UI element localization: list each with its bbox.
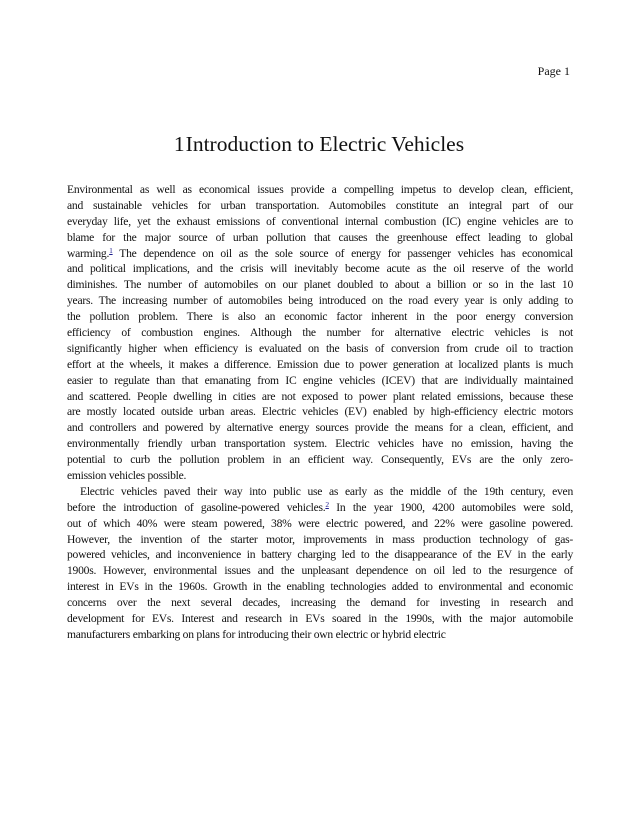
text-segment: warming.	[67, 246, 110, 260]
text-line: are mostly located outside urban areas. Electric vehicles (EV) enabled by high-efficiency electric motors	[67, 405, 573, 419]
text-line: concerns over the next several decades, increasing the demand for investing in research and	[67, 596, 573, 610]
text-line	[67, 246, 573, 262]
text-line: years. The increasing number of automobiles being introduced on the road every year is only adding to	[67, 294, 573, 308]
text-line: and political implications, and the crisis will inevitably become acute as the oil reserve of the world	[67, 262, 573, 276]
text-line: the pollution problem. There is also an economic factor inherent in the poor energy conversion	[67, 310, 573, 324]
text-line: Electric vehicles paved their way into public use as early as the middle of the 19th century, even	[80, 484, 573, 498]
text-line: easier to regulate than that emanating from IC engine vehicles (ICEV) that are individually maintained	[67, 373, 573, 387]
text-line: and sustainable vehicles for urban transportation. Automobiles constitute an integral part of our	[67, 198, 573, 212]
page-number: Page 1	[537, 64, 570, 78]
chapter-title-text: Introduction to Electric Vehicles	[185, 132, 465, 156]
text-line: effort at the wheels, it makes a difference. Emission due to power generation at localized plants is much	[67, 357, 573, 371]
footnote-link-1[interactable]: 1	[109, 245, 113, 255]
text-line: interest in EVs in the 1960s. Growth in the enabling technologies added to environmental and economic	[67, 580, 573, 594]
text-line: Environmental as well as economical issues provide a compelling impetus to develop clean, efficient,	[67, 183, 573, 196]
footnote-link-2[interactable]: 2	[325, 499, 329, 509]
text-segment: before the introduction of gasoline-powered vehicles.	[67, 500, 326, 514]
text-line: environmentally friendly urban transportation system. Electric vehicles have no emission, having the	[67, 437, 573, 451]
text-line: and controllers and powered by alternative energy sources provide the means for a clean, efficient, and	[67, 421, 573, 435]
text-line: and scattered. People dwelling in cities are not exposed to power plant related emissions, because these	[67, 389, 573, 403]
text-line: However, the invention of the starter motor, improvements in mass production technology of gas-	[67, 532, 573, 546]
text-line: 1900s. However, environmental issues and the unpleasant dependence on oil led to the resurgence of	[67, 564, 573, 578]
text-line: significantly higher when efficiency is evaluated on the basis of conversion from crude oil to traction	[67, 341, 573, 355]
text-segment: The dependence on oil as the sole source of energy for passenger vehicles has economical	[112, 246, 573, 260]
text-line: efficiency of combustion engines. Although the number for alternative electric vehicles is not	[67, 326, 573, 340]
text-line: development for EVs. Interest and research in EVs soared in the 1990s, with the major automobile	[67, 612, 573, 626]
text-line	[67, 500, 573, 516]
text-segment: In the year 1900, 4200 automobiles were sold,	[328, 500, 574, 514]
text-line: everyday life, yet the exhaust emissions of conventional internal combustion (IC) engine vehicles are to	[67, 214, 573, 228]
text-line: emission vehicles possible.	[67, 469, 187, 483]
text-line: diminishes. The number of automobiles on our planet doubled to about a billion or so in the last 10	[67, 278, 573, 292]
text-line: powered vehicles, and inconvenience in battery charging led to the disappearance of the EV in the early	[67, 548, 573, 562]
paragraph-2	[67, 484, 573, 643]
body-text	[67, 182, 573, 643]
chapter-number: 1	[173, 132, 185, 156]
text-line: manufacturers embarking on plans for introducing their own electric or hybrid electric	[67, 627, 446, 641]
text-line: blame for the major source of urban pollution that causes the greenhouse effect leading to global	[67, 230, 573, 244]
text-line: out of which 40% were steam powered, 38% were electric powered, and 22% were gasoline powered.	[67, 516, 573, 530]
text-line: potential to curb the pollution problem in an efficient way. Consequently, EVs are the only zero-	[67, 453, 573, 467]
paragraph-1	[67, 182, 573, 484]
chapter-title	[0, 131, 638, 157]
